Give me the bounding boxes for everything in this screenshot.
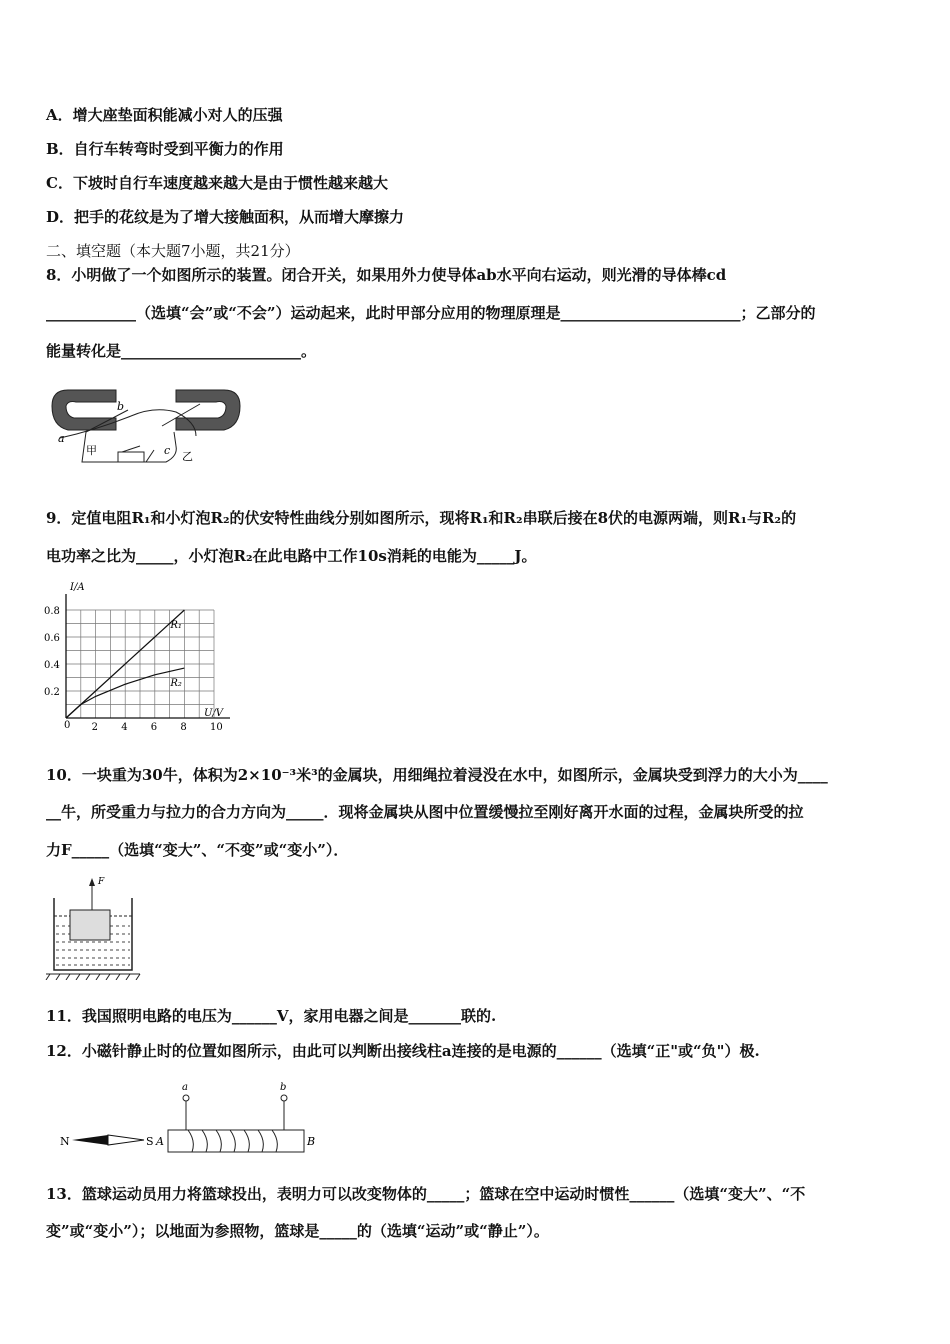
- q8-line1: 8．小明做了一个如图所示的装置。闭合开关，如果用外力使导体ab水平向右运动，则光滑的导体棒cd: [46, 266, 727, 284]
- q11-line1: 11．我国照明电路的电压为______V，家用电器之间是_______联的.: [46, 1007, 497, 1025]
- series-label-r2: R₂: [170, 678, 182, 690]
- y-tick-label: 0.6: [44, 633, 60, 644]
- q8-label-jia: 甲: [86, 444, 97, 457]
- q10-line3: 力F_____（选填“变大”、“不变”或“变小”）．: [46, 841, 349, 859]
- q8-label-yi: 乙: [182, 450, 193, 463]
- origin-label: 0: [64, 720, 71, 731]
- x-axis-label: U/V: [204, 708, 224, 719]
- q12-label-a-top: a: [182, 1082, 188, 1093]
- q10-line2: __牛，所受重力与拉力的合力方向为_____．现将金属块从图中位置缓慢拉至刚好离开水面的过程，金属块所受的拉: [46, 803, 804, 821]
- q9-line1: 9．定值电阻R₁和小灯泡R₂的伏安特性曲线分别如图所示，现将R₁和R₂串联后接在8伏的电源两端，则R₁与R₂的: [46, 509, 797, 527]
- iv-chart: [40, 576, 240, 734]
- q12-label-s: S: [146, 1135, 154, 1148]
- q12-line1: 12．小磁针静止时的位置如图所示，由此可以判断出接线柱a连接的是电源的______（选填“正"或“负"）极.: [46, 1042, 760, 1060]
- q9-line2: 电功率之比为_____，小灯泡R₂在此电路中工作10s消耗的电能为_____J。: [46, 547, 537, 565]
- q10-label-f: F: [98, 877, 105, 887]
- q10-line1: 10．一块重为30牛，体积为2×10⁻³米³的金属块，用细绳拉着浸没在水中，如图所示，金属块受到浮力的大小为____: [46, 766, 828, 784]
- q8-label-b: b: [117, 400, 125, 413]
- y-axis-label: I/A: [70, 582, 85, 593]
- q13-line1: 13．篮球运动员用力将篮球投出，表明力可以改变物体的_____；篮球在空中运动时惯性______（选填“变大”、“不: [46, 1185, 806, 1203]
- q10-figure: [40, 870, 150, 980]
- y-tick-label: 0.8: [44, 606, 60, 617]
- q8-label-a: a: [58, 432, 65, 445]
- q8-line3: 能量转化是________________________。: [46, 342, 317, 360]
- q12-label-n: N: [60, 1135, 70, 1148]
- q8-line2: ____________（选填“会”或“不会”）运动起来，此时甲部分应用的物理原理是________________________；乙部分的: [46, 304, 816, 322]
- q12-label-b-top: b: [280, 1082, 287, 1093]
- q12-figure: [56, 1078, 336, 1158]
- option-d: D．把手的花纹是为了增大接触面积，从而增大摩擦力: [46, 208, 405, 226]
- option-c: C．下坡时自行车速度越来越大是由于惯性越来越大: [46, 174, 388, 192]
- section-heading: 二、填空题（本大题7小题，共21分）: [46, 242, 300, 260]
- q12-label-b-end: B: [307, 1135, 316, 1148]
- x-tick-label: 4: [121, 722, 128, 733]
- q8-figure: [46, 376, 246, 476]
- q13-line2: 变”或“变小”）；以地面为参照物，篮球是_____的（选填“运动”或“静止”）。: [46, 1222, 549, 1240]
- x-tick-label: 8: [180, 722, 187, 733]
- x-tick-label: 10: [210, 722, 223, 733]
- x-tick-label: 2: [91, 722, 98, 733]
- y-tick-label: 0.2: [44, 687, 60, 698]
- series-label-r1: R₁: [170, 620, 182, 631]
- option-a: A．增大座垫面积能减小对人的压强: [46, 106, 283, 124]
- x-tick-label: 6: [150, 722, 158, 733]
- q12-label-a-end: A: [156, 1135, 164, 1148]
- q8-label-c: c: [164, 444, 171, 457]
- option-b: B．自行车转弯时受到平衡力的作用: [46, 140, 284, 158]
- y-tick-label: 0.4: [44, 660, 60, 671]
